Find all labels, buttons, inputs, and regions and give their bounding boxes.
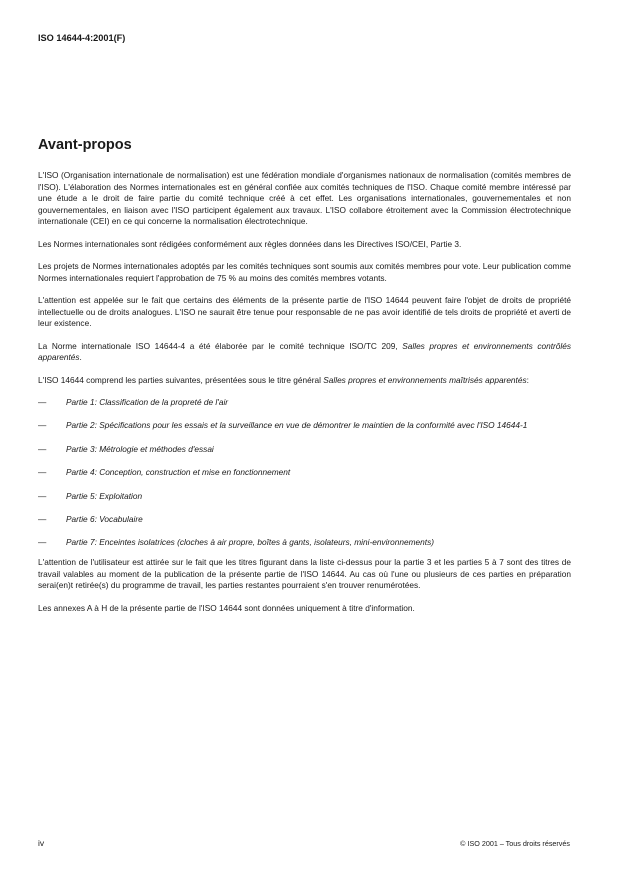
dash-bullet: — (38, 490, 47, 501)
copyright-notice: © ISO 2001 – Tous droits réservés (460, 839, 570, 848)
paragraph-voting: Les projets de Normes internationales adoptés par les comités techniques sont soumis aux comités membres pour vote. Leur publication comme Normes internationales requiert l'approbation de 75 % au moins des comités membres votants. (38, 261, 571, 283)
committee-end: . (79, 352, 82, 363)
part-title: Partie 5: Exploitation (66, 490, 143, 501)
dash-bullet: — (38, 537, 47, 548)
paragraph-parts-intro (38, 375, 571, 387)
list-item-part-5 (38, 491, 571, 503)
list-item-part-2 (38, 420, 571, 432)
list-item-part-1 (38, 397, 571, 409)
list-item-part-4 (38, 467, 571, 479)
part-title: Partie 3: Métrologie et méthodes d'essai (66, 443, 214, 454)
committee-title-italic: Salles propres et environnements contrôlés apparentés (38, 340, 571, 363)
dash-bullet: — (38, 397, 47, 408)
parts-general-title-italic: Salles propres et environnements maîtrisés apparentés (323, 374, 527, 385)
parts-intro-end: : (526, 374, 529, 385)
paragraph-iso-intro: L'ISO (Organisation internationale de normalisation) est une fédération mondiale d'organismes nationaux de normalisation (comités membres de l'ISO). L'élaboration des Normes internationales est en général confiée aux comités techniques de l'ISO. Chaque comité membre intéressé par une étude a le droit de faire partie du comité technique créé à cet effet. Les organisations internationales, gouvernementales et non gouvernementales, en liaison avec l'ISO participent également aux travaux. L'ISO collabore étroitement avec la Commission électrotechnique internationale (CEI) en ce qui concerne la normalisation électrotechnique. (38, 170, 571, 227)
part-title: Partie 6: Vocabulaire (66, 514, 143, 525)
part-title: Partie 1: Classification de la propreté de l'air (66, 397, 229, 408)
part-title: Partie 4: Conception, construction et mise en fonctionnement (66, 467, 291, 478)
committee-text: La Norme internationale ISO 14644-4 a été élaborée par le comité technique ISO/TC 209, (38, 340, 403, 351)
parts-list (38, 397, 571, 549)
dash-bullet: — (38, 514, 47, 525)
list-item-part-6 (38, 514, 571, 526)
dash-bullet: — (38, 420, 47, 431)
foreword-body (38, 170, 571, 625)
part-title: Partie 2: Spécifications pour les essais et la surveillance en vue de démontrer le maintien de la conformité avec l'ISO 14644-1 (66, 420, 528, 431)
list-item-part-7 (38, 537, 571, 549)
paragraph-patent-rights: L'attention est appelée sur le fait que certains des éléments de la présente partie de l'ISO 14644 peuvent faire l'objet de droits de propriété intellectuelle ou de droits analogues. L'ISO ne saurait être tenue pour responsable de ne pas avoir identifié de tels droits de propriété et averti de leur existence. (38, 295, 571, 329)
list-item-part-3 (38, 444, 571, 456)
paragraph-working-titles: L'attention de l'utilisateur est attirée sur le fait que les titres figurant dans la liste ci-dessus pour la partie 3 et les parties 5 à 7 sont des titres de travail valables au moment de la publication de la présente partie de l'ISO 14644. Au cas où l'une ou plusieurs de ces parties en préparation serai(en)t retirée(s) du programme de travail, les parties restantes pourraient s'en trouver renumérotées. (38, 557, 571, 591)
page-number: iv (38, 838, 45, 848)
parts-intro-text: L'ISO 14644 comprend les parties suivantes, présentées sous le titre général (38, 374, 324, 385)
paragraph-annexes: Les annexes A à H de la présente partie de l'ISO 14644 sont données uniquement à titre d'information. (38, 602, 415, 613)
document-header-id: ISO 14644-4:2001(F) (38, 33, 126, 43)
dash-bullet: — (38, 443, 47, 454)
paragraph-committee (38, 341, 571, 364)
part-title: Partie 7: Enceintes isolatrices (cloches à air propre, boîtes à gants, isolateurs, mini-environnements) (66, 537, 435, 548)
dash-bullet: — (38, 467, 47, 478)
paragraph-directives: Les Normes internationales sont rédigées conformément aux règles données dans les Directives ISO/CEI, Partie 3. (38, 238, 462, 249)
page-title: Avant-propos (38, 137, 132, 153)
